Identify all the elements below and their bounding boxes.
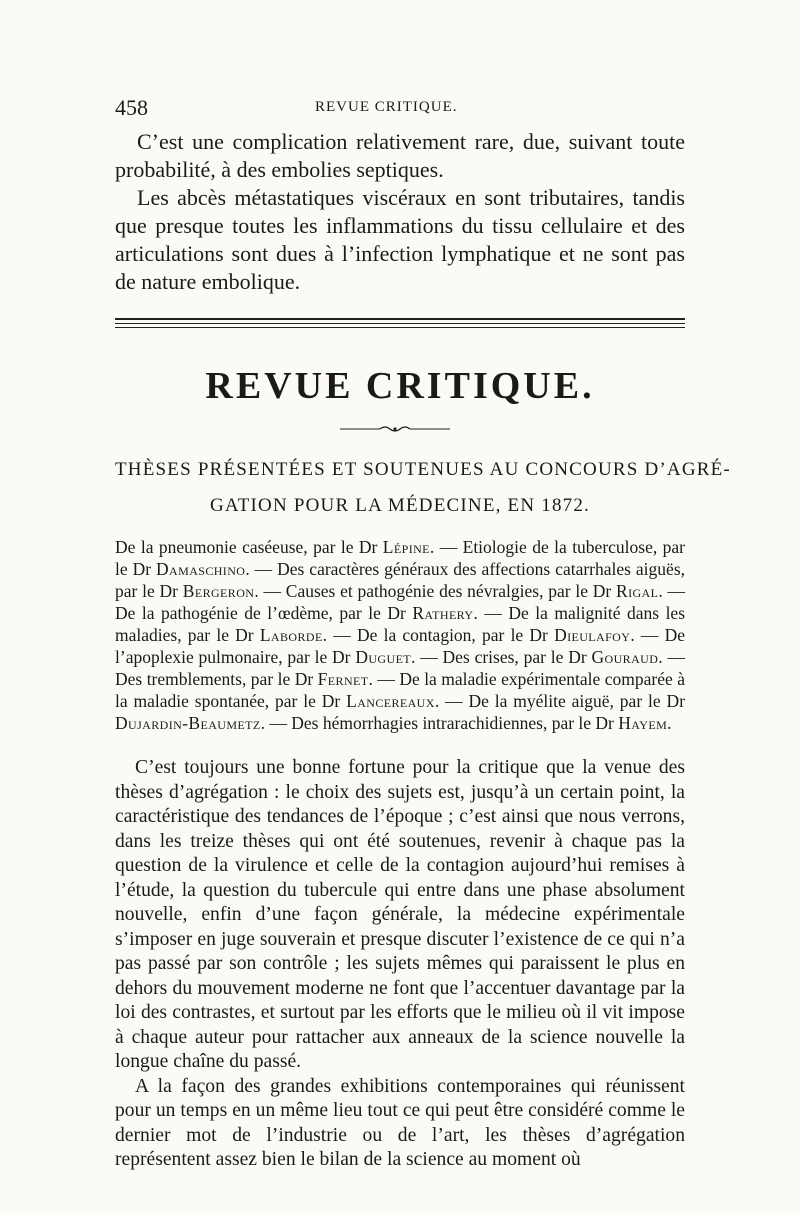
body-paragraph: C’est toujours une bonne fortune pour la critique que la venue des thèses d’agrégation : le choix des sujets est, jusqu’à un certain point, la caractéristique des tendances de l’époque ; c’est ainsi que nous verrons, dans les treize thèses qui ont été soutenues, revenir à chaque pas la question de la virulence et celle de la contagion aujourd’hui remises à l’étude, la question du tubercule qui entre dans une phase absolument nouvelle, enfin d’une façon générale, la médecine expérimentale s’imposer en juge souverain et presque discuter l’existence de ce qui n’a pas passé par son contrôle ; les sujets mêmes qui paraissent le plus en dehors du mouvement moderne ne font que l’accentuer davantage par la loi des contrastes, et surtout par les efforts que le milieu où il vit impose à chaque auteur pour rattacher aux anneaux de la science nouvelle la longue chaîne du passé. <box>115 757 685 1072</box>
summary-entry: De la contagion, par le Dr Dieulafoy. — <box>356 625 665 645</box>
intro-paragraph: Les abcès métastatiques viscéraux en sont tributaires, tandis que presque toutes les inflammations du tissu cellulaire et des articulations sont dues à l’infection lymphatique et ne sont pas de nature embolique. <box>115 185 685 294</box>
summary-entry: De la malignité dans les maladies, par le Dr Laborde. — <box>115 603 686 645</box>
thesis-summary <box>115 536 685 734</box>
summary-entry: Etiologie de la tuberculose, par le Dr Damaschino. — <box>115 537 686 579</box>
divider-rule <box>115 327 685 328</box>
summary-entry: Des hémorrhagies intrarachidiennes, par le Dr Hayem. <box>291 713 672 733</box>
running-title: REVUE CRITIQUE. <box>315 99 458 115</box>
ornament-flourish-icon <box>340 424 450 434</box>
section-subtitle <box>115 452 731 524</box>
running-head <box>115 95 685 119</box>
summary-entry: De la myélite aiguë, par le Dr Dujardin-Beaumetz. — <box>115 691 686 733</box>
summary-entry: De la maladie expérimentale comparée à la maladie spontanée, par le Dr Lancereaux. — <box>115 669 686 711</box>
body-text <box>115 756 685 1173</box>
summary-entry: Des caractères généraux des affections catarrhales aiguës, par le Dr Bergeron. — <box>115 559 686 601</box>
intro-text <box>115 128 685 296</box>
summary-entry: De l’apoplexie pulmonaire, par le Dr Duguet. — <box>115 625 686 667</box>
divider-rule <box>115 318 685 320</box>
section-title: REVUE CRITIQUE. <box>205 365 595 407</box>
body-paragraph: A la façon des grandes exhibitions contemporaines qui réunissent pour un temps en un même lieu tout ce qui peut être considéré comme le dernier mot de l’industrie ou de l’art, les thèses d’agrégation représentent assez bien le bilan de la science au moment où <box>115 1075 685 1170</box>
summary-entry: De la pneumonie caséeuse, par le Dr Lépine. — <box>115 537 463 557</box>
summary-entry: Des crises, par le Dr Gouraud. — <box>442 647 685 667</box>
divider-rule <box>115 323 685 324</box>
summary-entry: Causes et pathogénie des névralgies, par le Dr Rigal. — <box>285 581 686 601</box>
page-number: 458 <box>115 95 148 120</box>
subtitle-line: GATION POUR LA MÉDECINE, EN 1872. <box>209 495 590 516</box>
subtitle-line: THÈSES PRÉSENTÉES ET SOUTENUES AU CONCOURS D’AGRÉ- <box>115 459 731 480</box>
intro-paragraph: C’est une complication relativement rare, due, suivant toute probabilité, à des embolies septiques. <box>115 129 685 182</box>
summary-entry: Des tremblements, par le Dr Fernet. — <box>115 669 400 689</box>
section-divider <box>115 318 685 331</box>
summary-entry: De la pathogénie de l’œdème, par le Dr Rathery. — <box>115 603 509 623</box>
